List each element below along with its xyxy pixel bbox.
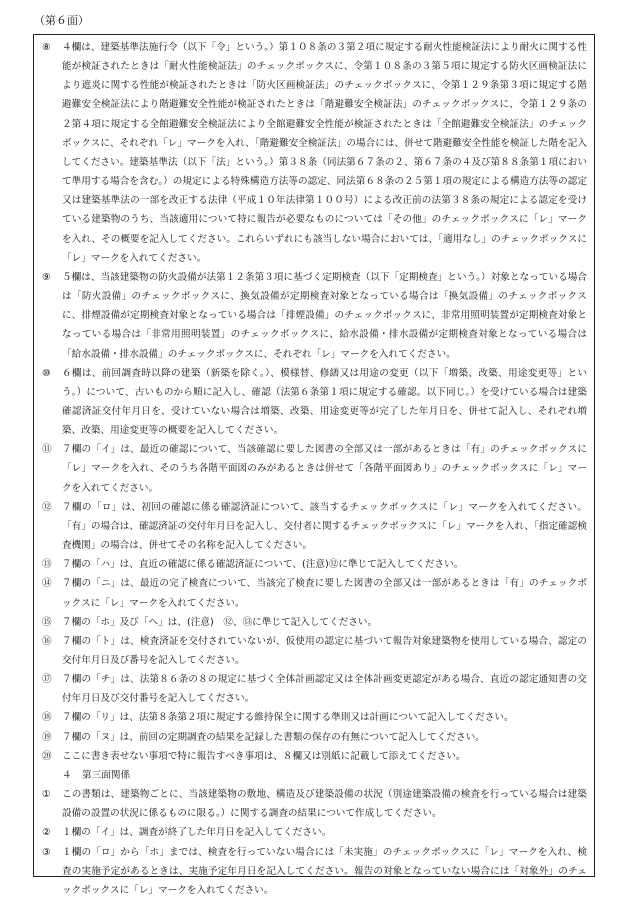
note-number: ⑭ (42, 578, 52, 590)
section-title: 第三面関係 (82, 769, 131, 781)
note-number: ③ (42, 846, 51, 858)
note-item-20 (42, 747, 587, 766)
note-number: ⑱ (42, 712, 52, 724)
note-item-13 (42, 555, 587, 574)
section-heading (62, 766, 587, 785)
note-number: ⑮ (42, 616, 52, 628)
note-item-17 (42, 670, 587, 708)
note-number: ⑩ (42, 367, 51, 379)
note-text: ７欄の「ホ」及び「ヘ」は、(注意) ⑫、⑬に準じて記入してください。 (62, 616, 378, 628)
note-number: ⑫ (42, 501, 52, 513)
note-text: ７欄の「チ」は、法第８６条の８の規定に基づく全体計画認定又は全体計画変更認定がある場合、直近の認定通知書の交付年月日及び交付番号を記入してください。 (62, 674, 587, 705)
section-number: ４ (62, 769, 72, 781)
note-item-s4-01 (42, 785, 587, 823)
note-text: ６欄は、前回調査時以降の建築（新築を除く。）、模様替、修繕又は用途の変更（以下「増築、改築、用途変更等」という。）について、古いものから順に記入し、確認（法第６条第１項に規定する確認。以下同じ。）を受けている場合は建築確認済証交付年月日を、受けていない場合は増築、改築、用途変更等が完了した年月日を、併せて記入し、それぞれ増築、改築、用途変更等の概要を記入してください。 (62, 367, 587, 437)
note-item-09 (42, 268, 587, 364)
note-text: １欄の「イ」は、調査が終了した年月日を記入してください。 (62, 827, 332, 839)
note-item-12 (42, 498, 587, 555)
note-item-15 (42, 613, 587, 632)
note-text: ７欄の「ロ」は、初回の確認に係る確認済証について、該当するチェックボックスに「レ」マークを入れてください。「有」の場合は、確認済証の交付年月日を記入し、交付者に関するチェックボックスに「レ」マークを入れ、「指定確認検査機関」の場合は、併せてその名称を記入してください。 (62, 501, 587, 552)
note-number: ⑬ (42, 559, 52, 571)
note-text: ４欄は、建築基準法施行令（以下「令」という。）第１０８条の３第２項に規定する耐火性能検証法により耐火に関する性能が検証されたときは「耐火性能検証法」のチェックボックスに、令第１０８条の３第５項に規定する防火区画検証法により遮炎に関する性能が検証されたときは「防火区画検証法」のチェックボックスに、令第１２９条第３項に規定する階避難安全検証法により階避難安全性能が検証されたときは「階避難安全検証法」のチェックボックスに、令第１２９条の２第４項に規定する全館避難安全検証法により全館避難安全性能が検証されたときは「全館避難安全検証法」のチェックボックスに、それぞれ「レ」マークを入れ、「階避難安全検証法」の場合には、併せて階避難安全性能を検証した階を記入してください。建築基準法（以下「法」という。）第３８条（同法第６７条の２、第６７条の４及び第８８条第１項において準用する場合を含む。）の規定による特殊構造方法等の認定、同法第６８条の２５第１項の規定による構造方法等の認定又は建築基準法の一部を改正する法律（平成１０年法律第１００号）による改正前の法第３８条の規定による認定を受けている建築物のうち、当該適用について特に報告が必要なものについては「その他」のチェックボックスに「レ」マークを入れ、その概要を記入してください。これらいずれにも該当しない場合においては、「適用なし」のチェックボックスに「レ」マークを入れてください。 (62, 42, 587, 264)
note-number: ⑰ (42, 674, 52, 686)
note-number: ① (42, 789, 51, 801)
note-text: １欄の「ロ」から「ホ」までは、検査を行っていない場合には「未実施」のチェックボックスに「レ」マークを入れ、検査の実施予定があるときは、実施予定年月日を記入してください。報告の対象となっていない場合には「対象外」のチェックボックスに「レ」マークを入れてください。 (62, 846, 587, 896)
note-number: ⑲ (42, 731, 52, 743)
note-item-s4-02 (42, 823, 587, 842)
note-item-10 (42, 364, 587, 441)
page-label: （第６面） (34, 14, 89, 27)
note-item-18 (42, 708, 587, 727)
note-number: ② (42, 827, 51, 839)
note-text: ７欄の「ニ」は、最近の完了検査について、当該完了検査に要した図書の全部又は一部があるときは「有」のチェックボックスに「レ」マークを入れてください。 (62, 578, 587, 609)
note-number: ⑳ (42, 750, 52, 762)
note-number: ⑯ (42, 635, 52, 647)
note-item-16 (42, 632, 587, 670)
note-text: ５欄は、当該建築物の防火設備が法第１２条第３項に基づく定期検査（以下「定期検査」という。）対象となっている場合は「防火設備」のチェックボックスに、換気設備が定期検査対象となっている場合は「換気設備」のチェックボックスに、排煙設備が定期検査対象となっている場合は「排煙設備」のチェックボックスに、非常用照明装置が定期検査対象となっている場合は「非常用照明装置」のチェックボックスに、給水設備・排水設備が定期検査対象となっている場合は「給水設備・排水設備」のチェックボックスに、それぞれ「レ」マークを入れてください。 (62, 271, 587, 360)
note-number: ⑨ (42, 271, 51, 283)
note-text: この書類は、建築物ごとに、当該建築物の敷地、構造及び建築設備の状況（別途建築設備の検査を行っている場合は建築設備の設置の状況に係るものに限る。）に関する調査の結果について作成してください。 (62, 789, 587, 820)
note-item-s4-03 (42, 843, 587, 900)
note-item-11 (42, 440, 587, 497)
note-text: ここに書き表せない事項で特に報告すべき事項は、８欄又は別紙に記載して添えてください。 (62, 750, 466, 762)
note-item-19 (42, 728, 587, 747)
note-item-08 (42, 38, 587, 268)
note-text: ７欄の「ハ」は、直近の確認に係る確認済証について、(注意)⑫に準じて記入してください。 (62, 559, 464, 571)
note-number: ⑧ (42, 42, 51, 53)
note-text: ７欄の「リ」は、法第８条第２項に規定する維持保全に関する準則又は計画について記入してください。 (62, 712, 514, 724)
instructions-frame (33, 34, 595, 896)
note-text: ７欄の「ト」は、検査済証を交付されていないが、仮使用の認定に基づいて報告対象建築物を使用している場合、認定の交付年月日及び番号を記入してください。 (62, 635, 587, 666)
note-text: ７欄の「ヌ」は、前回の定期調査の結果を記録した書類の保存の有無について記入してください。 (62, 731, 485, 743)
note-item-14 (42, 574, 587, 612)
note-number: ⑪ (42, 444, 52, 456)
note-text: ７欄の「イ」は、最近の確認について、当該確認に要した図書の全部又は一部があるときは「有」のチェックボックスに「レ」マークを入れ、そのうち各階平面図のみがあるときは併せて「各階平面図あり」のチェックボックスに「レ」マークを入れてください。 (62, 444, 587, 494)
